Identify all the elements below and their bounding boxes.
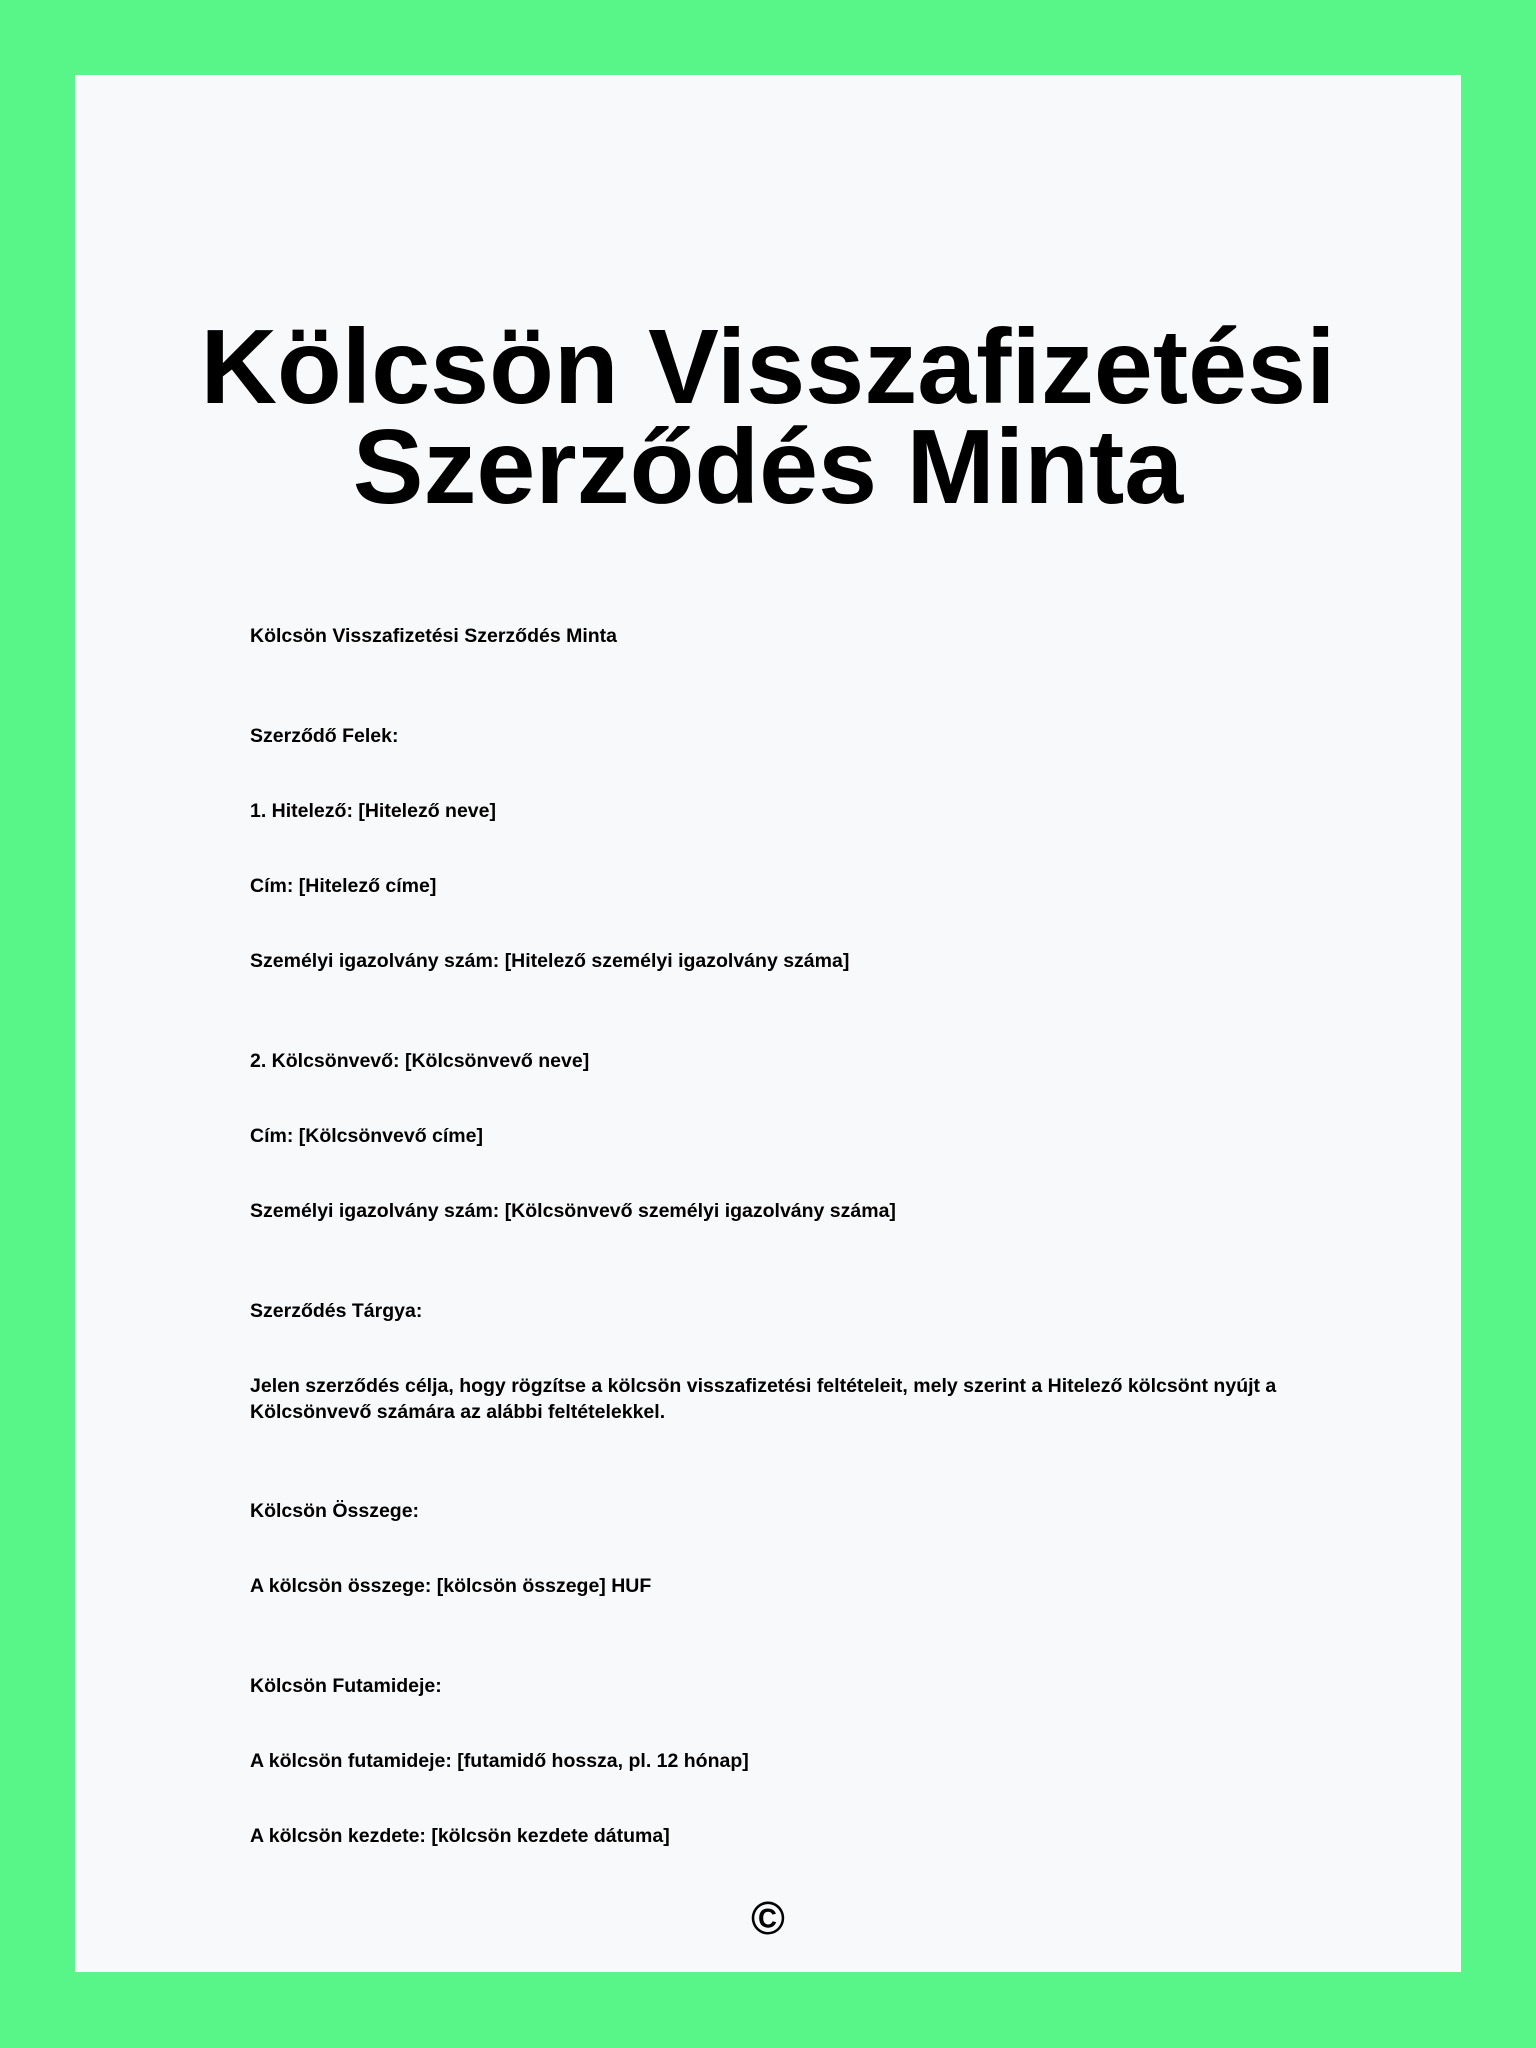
amount-heading: Kölcsön Összege: xyxy=(250,1500,420,1522)
borrower-id-number: Személyi igazolvány szám: [Kölcsönvevő személyi igazolvány száma] xyxy=(250,1200,896,1222)
copyright-icon: © xyxy=(751,1892,785,1944)
borrower-name: 2. Kölcsönvevő: [Kölcsönvevő neve] xyxy=(250,1050,590,1072)
subject-text: Jelen szerződés célja, hogy rögzítse a kölcsön visszafizetési feltételeit, mely szerint a Hitelező kölcsönt nyújt a Kölcsönvevő számára az alábbi feltételekkel. xyxy=(250,1375,1277,1423)
subject-heading: Szerződés Tárgya: xyxy=(250,1300,423,1322)
borrower-address: Cím: [Kölcsönvevő címe] xyxy=(250,1125,483,1147)
term-start-text: A kölcsön kezdete: [kölcsön kezdete dátuma] xyxy=(250,1825,670,1847)
document-title: Kölcsön Visszafizetési Szerződés Minta xyxy=(200,308,1336,526)
lender-id-number: Személyi igazolvány szám: [Hitelező személyi igazolvány száma] xyxy=(250,950,850,972)
lender-name: 1. Hitelező: [Hitelező neve] xyxy=(250,800,496,822)
term-heading: Kölcsön Futamideje: xyxy=(250,1675,442,1697)
term-length-text: A kölcsön futamideje: [futamidő hossza, pl. 12 hónap] xyxy=(250,1750,749,1772)
amount-text: A kölcsön összege: [kölcsön összege] HUF xyxy=(250,1575,652,1597)
intro-heading: Kölcsön Visszafizetési Szerződés Minta xyxy=(250,625,618,647)
parties-heading: Szerződő Felek: xyxy=(250,725,399,747)
document-page xyxy=(75,75,1461,1972)
lender-address: Cím: [Hitelező címe] xyxy=(250,875,437,897)
